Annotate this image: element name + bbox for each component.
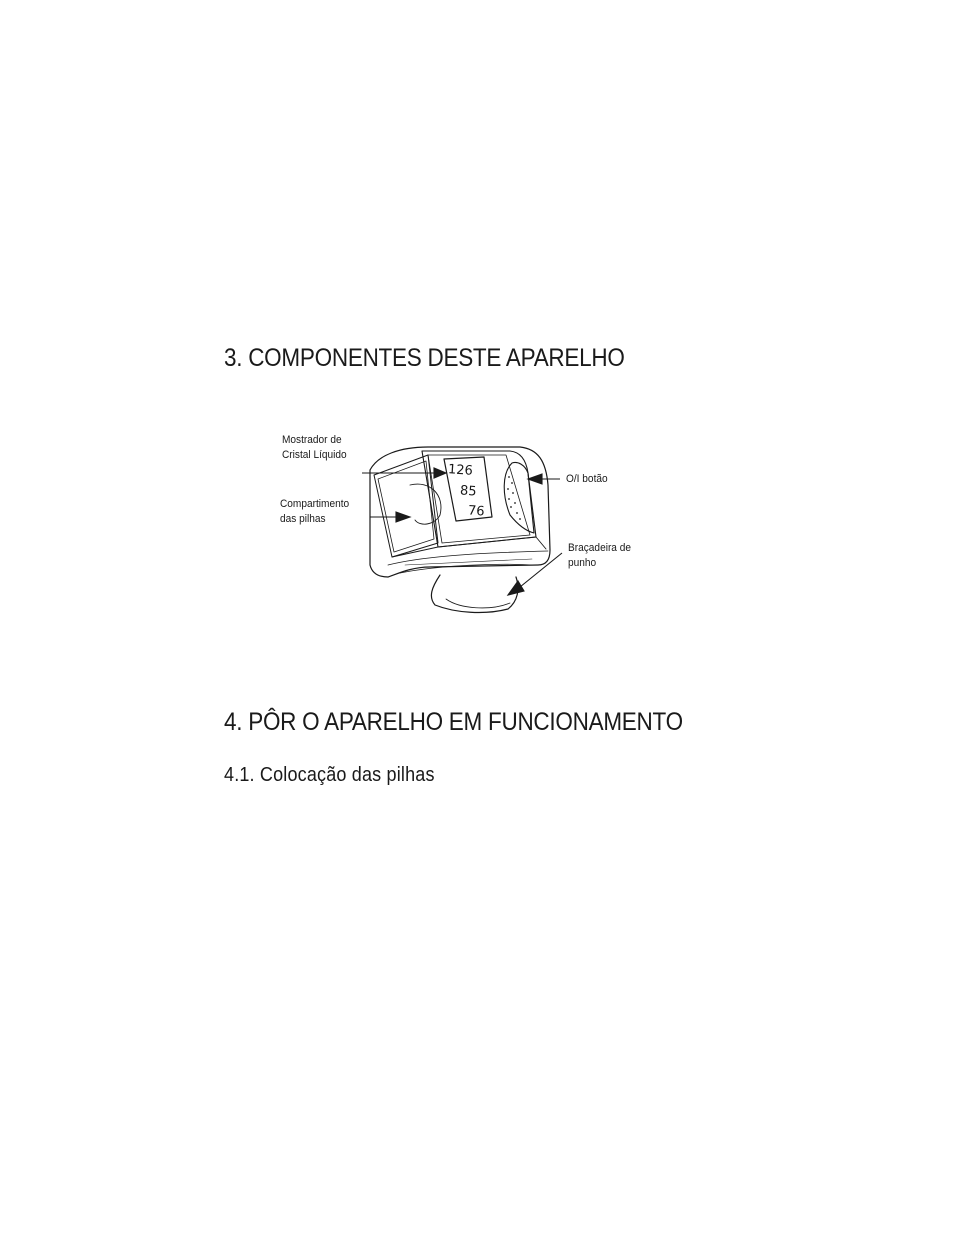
arrow-cuff-head: [508, 581, 524, 595]
label-battery-compartment: Compartimento das pilhas: [280, 498, 350, 525]
subsection-title-battery-insertion: 4.1. Colocação das pilhas: [224, 764, 435, 786]
lcd-value-diastolic: 85: [459, 483, 478, 500]
label-wrist-cuff: Braçadeira de punho: [568, 542, 632, 569]
cuff-lower-outline: [431, 575, 518, 612]
section-title-startup: 4. PÔR O APARELHO EM FUNCIONAMENTO: [224, 708, 683, 736]
section-title-components: 3. COMPONENTES DESTE APARELHO: [224, 344, 625, 372]
arrow-lcd-head: [434, 468, 446, 478]
arrow-button-head: [528, 474, 542, 484]
arrow-cuff-line: [520, 553, 562, 587]
lcd-value-pulse: 76: [467, 503, 486, 520]
device-diagram: [270, 425, 670, 625]
lcd-value-systolic: 126: [447, 462, 474, 479]
label-lcd-display: Mostrador de Cristal Líquido: [282, 434, 347, 461]
label-on-off-button: O/I botão: [566, 473, 608, 485]
arrow-battery-head: [396, 512, 410, 522]
